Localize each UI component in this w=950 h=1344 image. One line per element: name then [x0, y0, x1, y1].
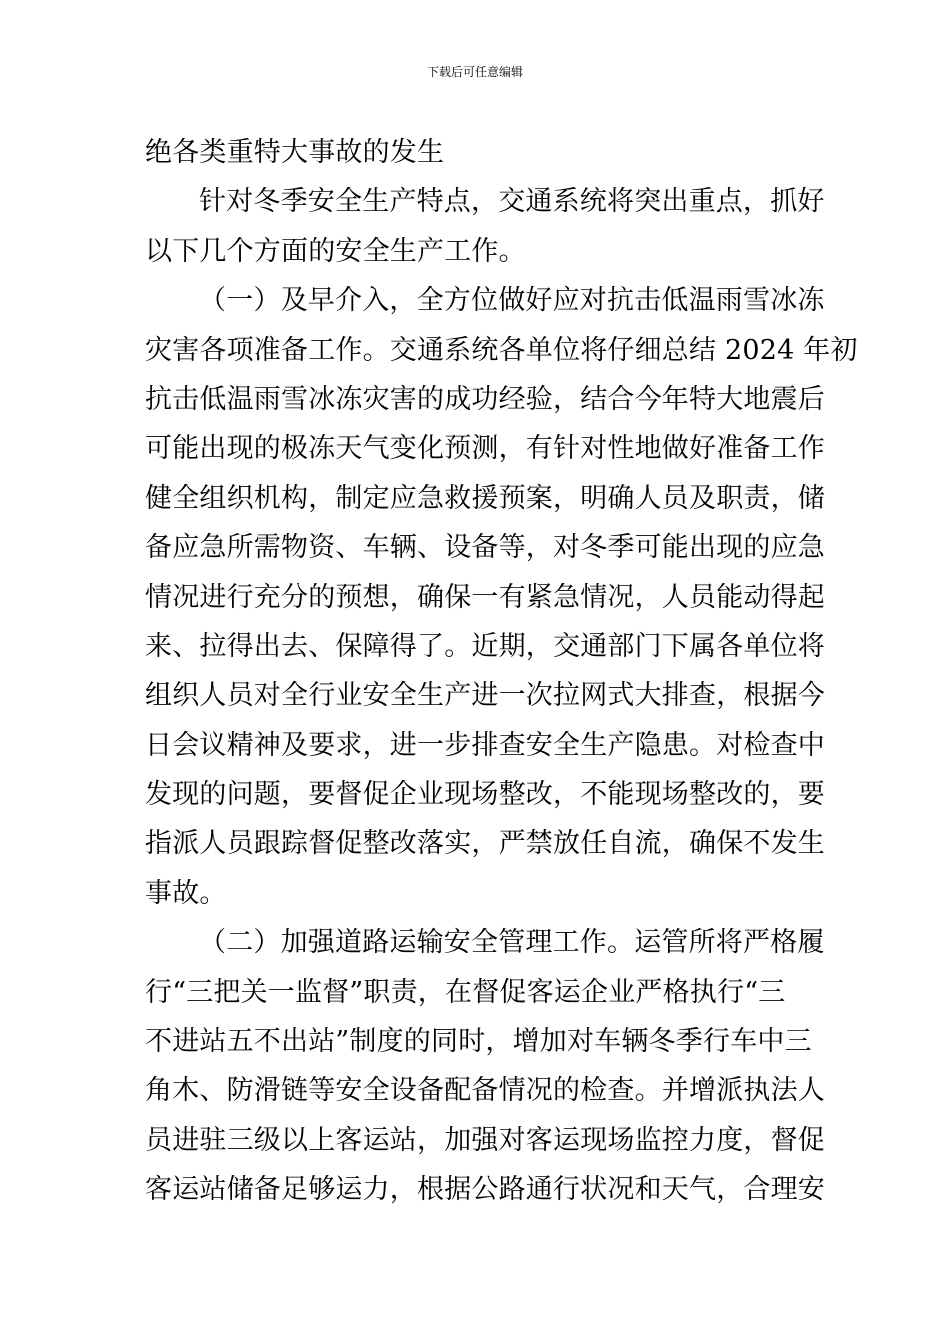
text-line: 员进驻三级以上客运站，加强对客运现场监控力度，督促 — [145, 1124, 825, 1156]
text-line: 发现的问题，要督促企业现场整改，不能现场整改的，要 — [145, 779, 825, 811]
text-line: 健全组织机构，制定应急救援预案，明确人员及职责，储 — [145, 482, 825, 514]
section-heading-line: （一）及早介入，全方位做好应对抗击低温雨雪冰冻 — [199, 285, 825, 317]
text-line: 事故。 — [145, 877, 227, 909]
section-heading-line: （二）加强道路运输安全管理工作。运管所将严格履 — [199, 927, 825, 959]
text-line: 组织人员对全行业安全生产进一次拉网式大排查，根据今 — [145, 680, 825, 712]
text-line: 指派人员跟踪督促整改落实，严禁放任自流，确保不发生 — [145, 828, 825, 860]
text-line: 情况进行充分的预想，确保一有紧急情况，人员能动得起 — [145, 581, 825, 613]
text-line: 备应急所需物资、车辆、设备等，对冬季可能出现的应急 — [145, 532, 825, 564]
body-text — [145, 128, 858, 1215]
text-line: 灾害各项准备工作。交通系统各单位将仔细总结 2024 年初 — [145, 334, 858, 366]
text-line: 不进站五不出站”制度的同时，增加对车辆冬季行车中三 — [145, 1026, 812, 1058]
text-line: 针对冬季安全生产特点，交通系统将突出重点，抓好 — [199, 186, 825, 218]
text-line: 可能出现的极冻天气变化预测，有针对性地做好准备工作 — [145, 433, 825, 465]
text-line: 角木、防滑链等安全设备配备情况的检查。并增派执法人 — [145, 1075, 825, 1107]
text-line: 客运站储备足够运力，根据公路通行状况和天气，合理安 — [145, 1174, 825, 1206]
text-line: 以下几个方面的安全生产工作。 — [145, 235, 526, 267]
text-line: 日会议精神及要求，进一步排查安全生产隐患。对检查中 — [145, 729, 825, 761]
text-line: 来、拉得出去、保障得了。近期，交通部门下属各单位将 — [145, 630, 825, 662]
text-line: 行“三把关一监督”职责，在督促客运企业严格执行“三 — [145, 976, 786, 1008]
text-line: 抗击低温雨雪冰冻灾害的成功经验，结合今年特大地震后 — [145, 383, 825, 415]
text-line: 绝各类重特大事故的发生 — [145, 137, 445, 168]
download-note: 下载后可任意编辑 — [426, 65, 523, 79]
